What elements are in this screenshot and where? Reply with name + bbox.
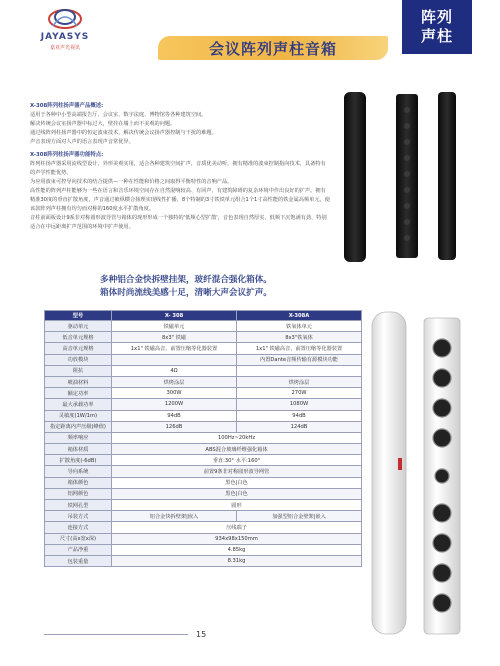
spec-value: 烘烤涂层 <box>237 376 362 387</box>
spec-value: 烘烤涂层 <box>112 376 237 387</box>
tagline-line: 箱体时尚流线美感十足，清晰大声会议扩声。 <box>100 288 272 298</box>
spec-label: 频率响应 <box>45 432 112 443</box>
table-row <box>45 522 362 533</box>
table-row <box>45 555 362 566</box>
brand-logo-mark <box>47 6 83 30</box>
table-row <box>45 544 362 555</box>
spec-label: 阻抗 <box>45 365 112 376</box>
table-row <box>45 466 362 477</box>
brand-logo <box>30 6 100 52</box>
spec-label: 导向系统 <box>45 466 112 477</box>
white-column-speakers-image <box>366 308 470 638</box>
intro-paragraph: 声音表现方面对人声的语言表现声音常优异。 <box>30 139 134 145</box>
table-row <box>45 321 362 332</box>
section-tab <box>402 0 472 54</box>
header-model-x308a: X-308A <box>237 311 362 321</box>
brand-subtitle: 嘉亚声光视讯 <box>49 45 80 51</box>
page-title-banner <box>158 36 388 60</box>
spec-value <box>112 354 237 365</box>
spec-value: 270W <box>237 388 362 399</box>
table-row <box>45 432 362 443</box>
spec-value: 934x98x150mm <box>112 533 362 544</box>
spec-value: 126dB <box>112 421 237 432</box>
intro-paragraph: 解决传统会议室扬声器中标过大，壁挂在墙上而不美观的问题。 <box>30 121 176 127</box>
spec-label: 扩散角度(-6dB) <box>45 455 112 466</box>
spec-value <box>237 365 362 376</box>
spec-value: 4.85kg <box>112 544 362 555</box>
intro-heading-overview: X-308阵列柱扬声器产品概述: <box>30 103 104 109</box>
header-model-x308: X- 308 <box>112 311 237 321</box>
brand-name: JAYASYS <box>40 32 90 42</box>
spec-value: ABS混合玻璃纤维强化箱体 <box>112 444 362 455</box>
intro-paragraph: 为应用波束可控导向技术的结合提供—一种在性能和价格之间取得平衡特性的音响产品。 <box>30 179 233 185</box>
spec-value: 铁磁单元 <box>112 321 237 332</box>
spec-label: 产品净重 <box>45 544 112 555</box>
spec-table <box>44 310 362 567</box>
intro-heading-features: X-308阵列柱扬声器功能特点: <box>30 152 104 158</box>
product-intro <box>30 102 330 232</box>
intro-paragraph: 通过线阵列柱扬声器中的恒定波束技术，解决传统会议扬声器控制与干扰的难题。 <box>30 130 217 136</box>
spec-value: 内置Dante音频传输有源模块功能 <box>237 354 362 365</box>
spec-value: 94dB <box>112 410 237 421</box>
table-row <box>45 500 362 511</box>
table-row <box>45 455 362 466</box>
table-row <box>45 444 362 455</box>
spec-value: 8x3"铁氧体 <box>237 332 362 343</box>
table-row <box>45 410 362 421</box>
footer-rule <box>44 634 188 635</box>
spec-label: 包装重量 <box>45 555 112 566</box>
spec-label: 箱体材质 <box>45 444 112 455</box>
spec-label: 指定距离内声压级(峰值) <box>45 421 112 432</box>
spec-value: 300W <box>112 388 237 399</box>
table-row <box>45 533 362 544</box>
spec-value: 8x3" 铁磁 <box>112 332 237 343</box>
spec-label: 箱体颜色 <box>45 477 112 488</box>
spec-value: 1x1" 铁磁高音、前置压缩等化器装置 <box>112 343 237 354</box>
spec-value: 黑色|白色 <box>112 488 362 499</box>
table-row <box>45 421 362 432</box>
spec-value: 124dB <box>237 421 362 432</box>
table-row <box>45 354 362 365</box>
intro-paragraph: 适用于各种中小型高端报告厅、会议室、数字法庭、博物馆等各种建筑空间。 <box>30 112 207 118</box>
table-row <box>45 399 362 410</box>
spec-label: 铝网颜色 <box>45 488 112 499</box>
section-tab-line2: 声柱 <box>420 27 453 45</box>
spec-value: 1x1" 铁磁高音、前置压缩等化器装置 <box>237 343 362 354</box>
spec-label: 尺寸(高x宽x深) <box>45 533 112 544</box>
table-row <box>45 332 362 343</box>
page-number: 15 <box>196 630 207 639</box>
section-tab-line1: 阵列 <box>420 8 453 26</box>
table-row <box>45 376 362 387</box>
spec-label: 铁网孔型 <box>45 500 112 511</box>
spec-value: 黑色|白色 <box>112 477 362 488</box>
spec-label: 额定功率 <box>45 388 112 399</box>
spec-value: 加强型铝合金壁架|嵌入 <box>237 511 362 522</box>
spec-value: 压线端子 <box>112 522 362 533</box>
intro-paragraph: 阵列柱扬声器采用流线型设计，外形美观实用，适合各种建筑空间扩声，音质优美动听，拥有精准的波束控制指向技术，具备特有的声学性能优势。 <box>30 161 326 176</box>
table-row <box>45 388 362 399</box>
table-row <box>45 477 362 488</box>
spec-label: 灵敏度(1W/1m) <box>45 410 112 421</box>
spec-value: 94dB <box>237 410 362 421</box>
spec-value: 铁氧体单元 <box>237 321 362 332</box>
spec-value: 4Ω <box>112 365 237 376</box>
spec-value: 前置9条非对称圆形波导网管 <box>112 466 362 477</box>
intro-paragraph: 音柱前面板设计9系非对称圆形波导管与箱体的现形形成一个独特的'低频心型扩散'，音色表现自然厚实，低频下沉饱满有劲，特别适合在中远距离扩声范围的环境中扩声使用。 <box>30 215 327 230</box>
spec-value: 1080W <box>237 399 362 410</box>
product-tagline <box>100 274 410 300</box>
spec-value: 铝合金快拆壁架|嵌入 <box>112 511 237 522</box>
intro-paragraph: 高性能的阵列声柱能够为一些在语言和音乐环境空间存在自然混响较高、有回声、有建筑障碍的复杂环境中作出良好的扩声。拥有精准30度的垂直扩散角度，声音通过被纵横合扬理实现线性扩播，8个特制的3寸铁铁单元组合1个1寸高性能的铁金属高频单元，使该款阵列声柱拥有均匀而对称的160度水平扩散角度。 <box>30 188 330 212</box>
spec-label: 最大承载功率 <box>45 399 112 410</box>
spec-value: 圆形 <box>112 500 362 511</box>
tagline-line: 多种铝合金快拆壁挂架，玻纤混合强化箱体。 <box>100 275 272 285</box>
header-model-label: 型号 <box>45 311 112 321</box>
spec-value: 8.31kg <box>112 555 362 566</box>
table-row <box>45 488 362 499</box>
spec-value: 100Hz~20kHz <box>112 432 362 443</box>
page-title: 会议阵列声柱音箱 <box>208 39 337 58</box>
spec-value: 1200W <box>112 399 237 410</box>
table-row <box>45 511 362 522</box>
spec-label: 喷油材料 <box>45 376 112 387</box>
spec-label: 功放模块 <box>45 354 112 365</box>
spec-value: 垂直:30° 水平:160° <box>112 455 362 466</box>
black-column-speakers-image <box>340 88 480 268</box>
spec-label: 低音单元规格 <box>45 332 112 343</box>
table-row <box>45 365 362 376</box>
spec-label: 高音单元规格 <box>45 343 112 354</box>
spec-label: 驱动单元 <box>45 321 112 332</box>
spec-label: 连接方式 <box>45 522 112 533</box>
spec-label: 吊装方式 <box>45 511 112 522</box>
table-row <box>45 343 362 354</box>
spec-table-header <box>45 311 362 321</box>
